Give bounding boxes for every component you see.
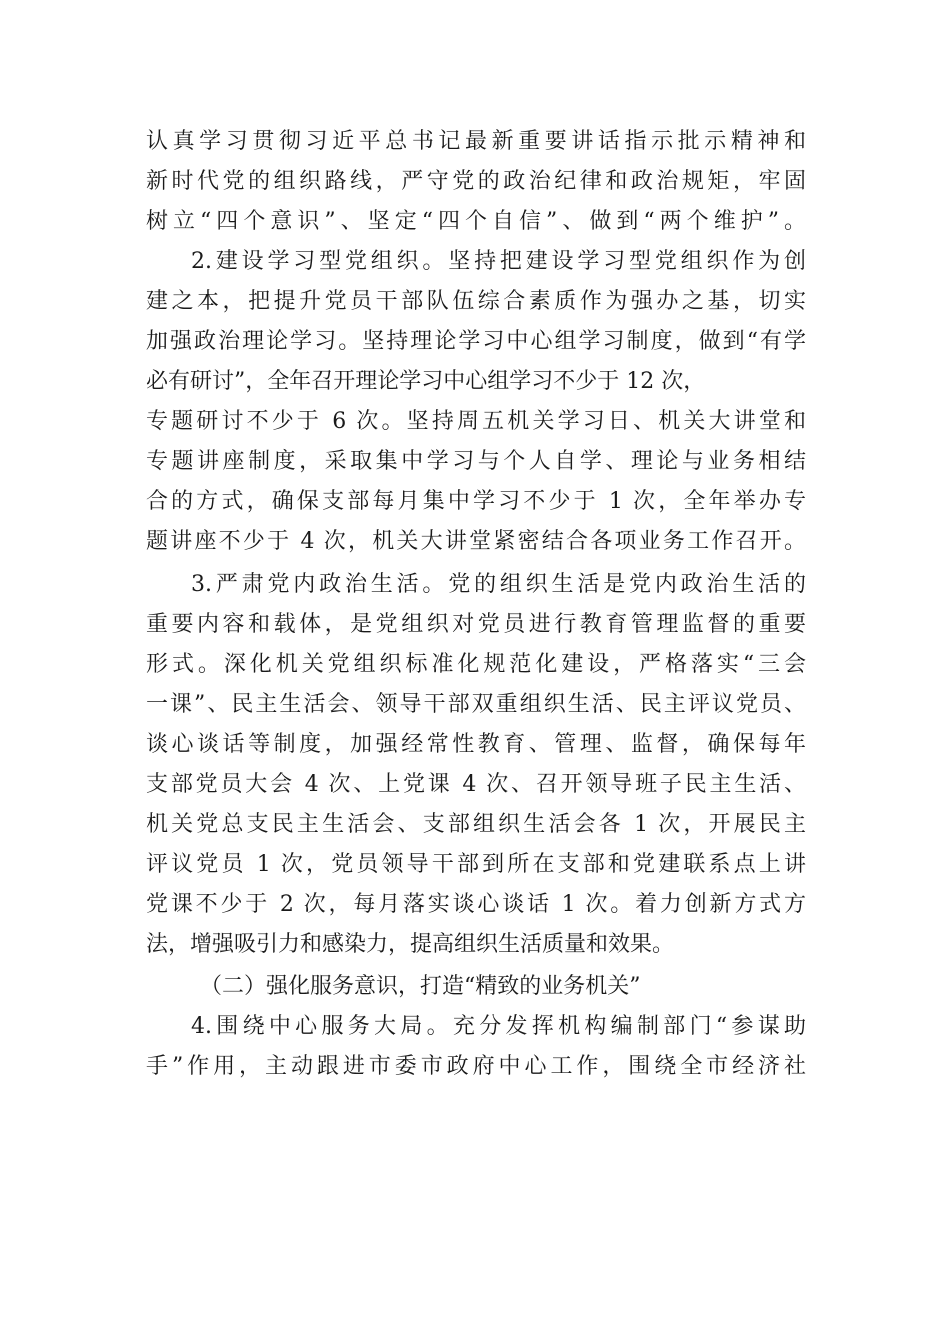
paragraph-2-start: 2.建设学习型党组织。坚持把建设学习型党组织作为创 [191, 249, 806, 274]
body-text-line: 手”作用，主动跟进市委市政府中心工作，围绕全市经济社 [146, 1054, 806, 1079]
body-text-line: 树立“四个意识”、坚定“四个自信”、做到“两个维护”。 [146, 209, 806, 234]
body-text-line: 认真学习贯彻习近平总书记最新重要讲话指示批示精神和 [146, 129, 806, 154]
body-text-line: 支部党员大会 4 次、上党课 4 次、召开领导班子民主生活、 [146, 772, 806, 797]
body-text-line: 形式。深化机关党组织标准化规范化建设，严格落实“三会 [146, 652, 806, 677]
paragraph-4-start: 4.围绕中心服务大局。充分发挥机构编制部门“参谋助 [191, 1014, 806, 1039]
body-text-line: 法，增强吸引力和感染力，提高组织生活质量和效果。 [146, 932, 675, 957]
body-text-line: 题讲座不少于 4 次，机关大讲堂紧密结合各项业务工作召开。 [146, 529, 806, 554]
body-text-line: 一课”、民主生活会、领导干部双重组织生活、民主评议党员、 [146, 692, 806, 717]
paragraph-3-start: 3.严肃党内政治生活。党的组织生活是党内政治生活的 [191, 572, 806, 597]
body-text-line: 机关党总支民主生活会、支部组织生活会各 1 次，开展民主 [146, 812, 806, 837]
body-text-line: 建之本，把提升党员干部队伍综合素质作为强办之基，切实 [146, 289, 806, 314]
body-text-line: 合的方式，确保支部每月集中学习不少于 1 次，全年举办专 [146, 489, 806, 514]
body-text-line: 必有研讨”，全年召开理论学习中心组学习不少于 12 次， [146, 369, 706, 394]
body-text-line: 加强政治理论学习。坚持理论学习中心组学习制度，做到“有学 [146, 329, 806, 354]
body-text-line: 重要内容和载体，是党组织对党员进行教育管理监督的重要 [146, 612, 806, 637]
body-text-line: 党课不少于 2 次，每月落实谈心谈话 1 次。着力创新方式方 [146, 892, 806, 917]
body-text-line: 专题研讨不少于 6 次。坚持周五机关学习日、机关大讲堂和 [146, 409, 806, 434]
body-text-line: 专题讲座制度，采取集中学习与个人自学、理论与业务相结 [146, 449, 806, 474]
body-text-line: 谈心谈话等制度，加强经常性教育、管理、监督，确保每年 [146, 732, 806, 757]
section-heading: （二）强化服务意识，打造“精致的业务机关” [200, 974, 641, 999]
body-text-line: 评议党员 1 次，党员领导干部到所在支部和党建联系点上讲 [146, 852, 806, 877]
body-text-line: 新时代党的组织路线，严守党的政治纪律和政治规矩，牢固 [146, 169, 806, 194]
